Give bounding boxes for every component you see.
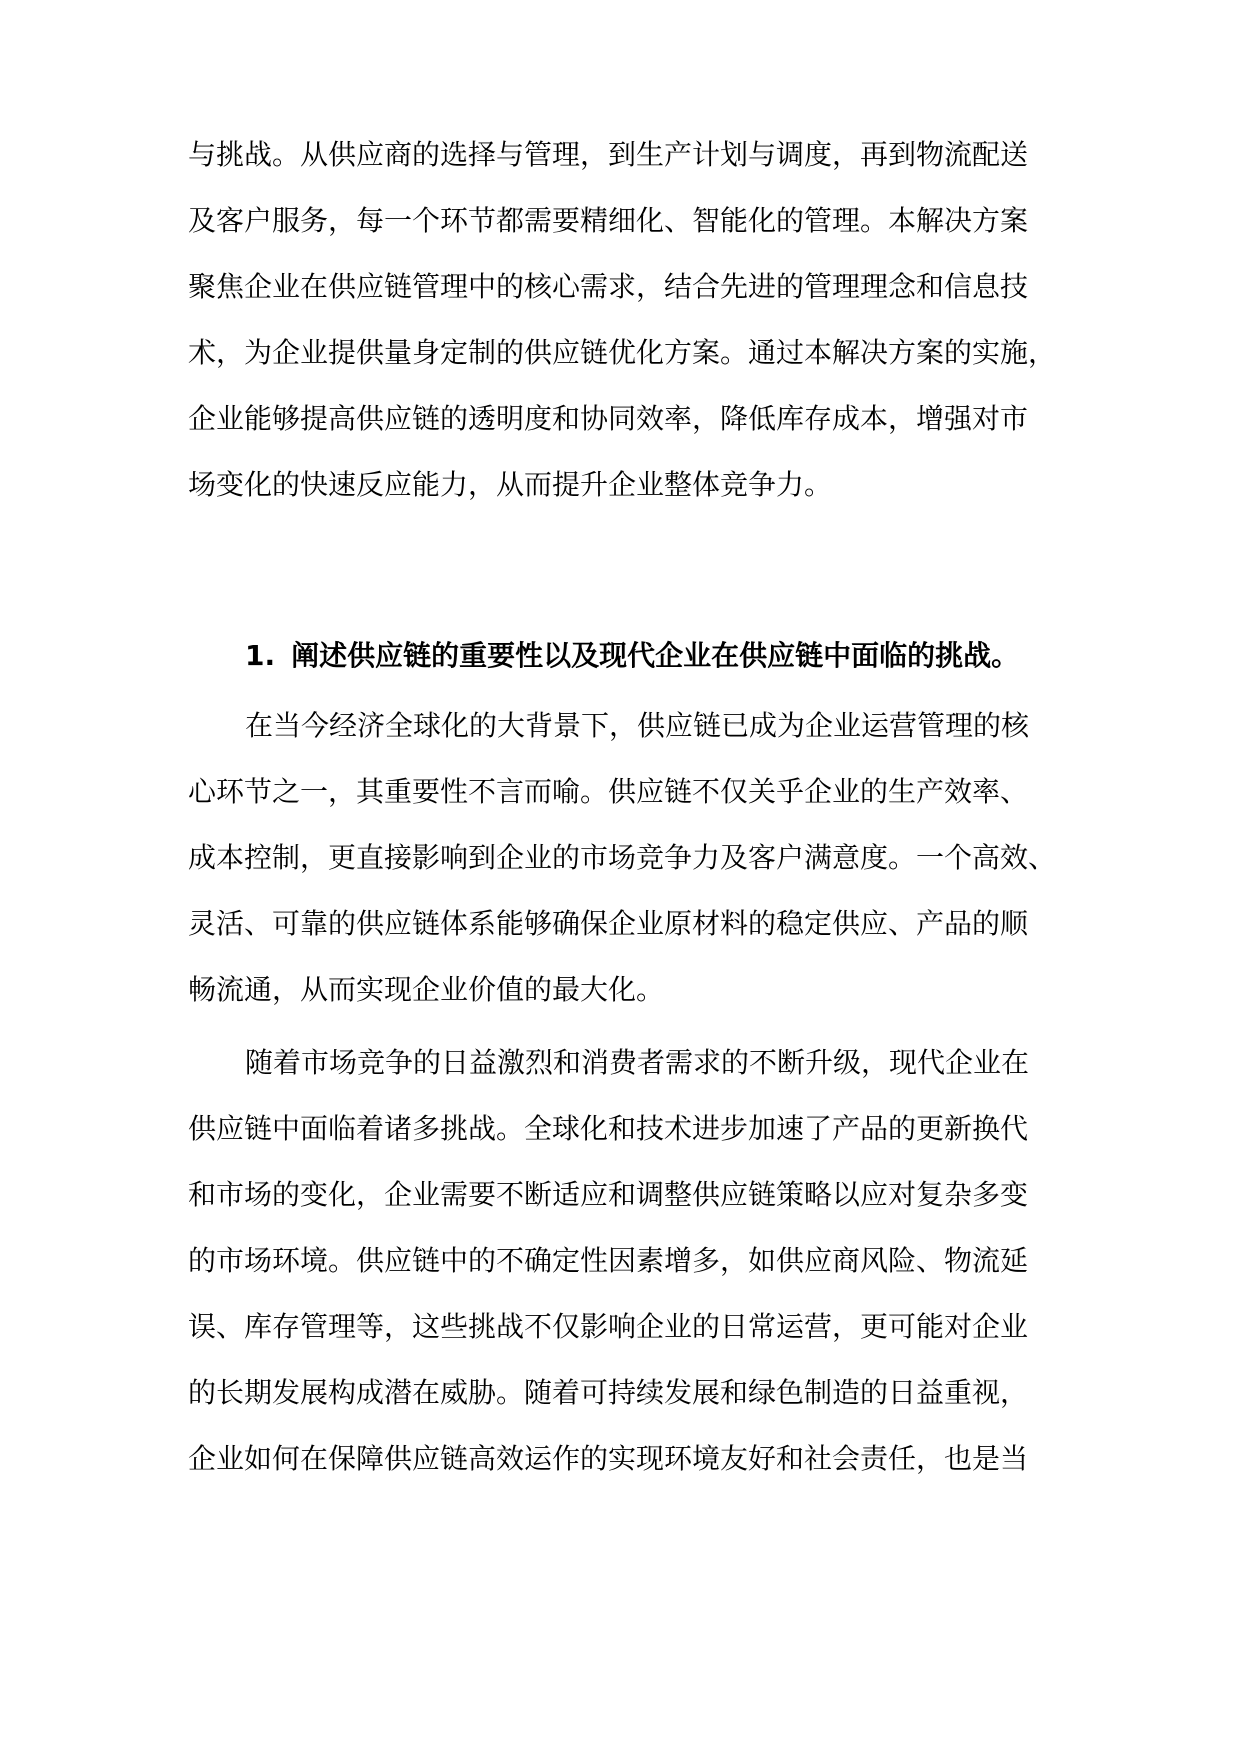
text-line: 和市场的变化，企业需要不断适应和调整供应链策略以应对复杂多变: [188, 1178, 1029, 1211]
text-line: 的市场环境。供应链中的不确定性因素增多，如供应商风险、物流延: [188, 1244, 1029, 1277]
section-title: 阐述供应链的重要性以及现代企业在供应链中面临的挑战。: [291, 639, 1020, 672]
text-line: 场变化的快速反应能力，从而提升企业整体竞争力。: [188, 468, 833, 501]
text-line: 成本控制，更直接影响到企业的市场竞争力及客户满意度。一个高效、: [188, 841, 1057, 874]
text-line: 供应链中面临着诸多挑战。全球化和技术进步加速了产品的更新换代: [188, 1112, 1029, 1145]
text-line: 心环节之一，其重要性不言而喻。供应链不仅关乎企业的生产效率、: [188, 775, 1029, 808]
text-line: 灵活、可靠的供应链体系能够确保企业原材料的稳定供应、产品的顺: [188, 907, 1029, 940]
text-line: 企业如何在保障供应链高效运作的实现环境友好和社会责任，也是当: [188, 1442, 1029, 1475]
section-number: 1.: [245, 639, 276, 672]
section-heading: [245, 631, 1125, 681]
text-line: 企业能够提高供应链的透明度和协同效率，降低库存成本，增强对市: [188, 402, 1029, 435]
text-line: 的长期发展构成潜在威胁。随着可持续发展和绿色制造的日益重视，: [188, 1376, 1029, 1409]
text-line: 术，为企业提供量身定制的供应链优化方案。通过本解决方案的实施，: [188, 336, 1057, 369]
text-line: 随着市场竞争的日益激烈和消费者需求的不断升级，现代企业在: [245, 1046, 1030, 1079]
text-line: 畅流通，从而实现企业价值的最大化。: [188, 973, 665, 1006]
text-line: 聚焦企业在供应链管理中的核心需求，结合先进的管理理念和信息技: [188, 270, 1029, 303]
text-line: 及客户服务，每一个环节都需要精细化、智能化的管理。本解决方案: [188, 204, 1029, 237]
text-line: 在当今经济全球化的大背景下，供应链已成为企业运营管理的核: [245, 709, 1030, 742]
text-line: 与挑战。从供应商的选择与管理，到生产计划与调度，再到物流配送: [188, 138, 1029, 171]
text-line: 误、库存管理等，这些挑战不仅影响企业的日常运营，更可能对企业: [188, 1310, 1029, 1343]
